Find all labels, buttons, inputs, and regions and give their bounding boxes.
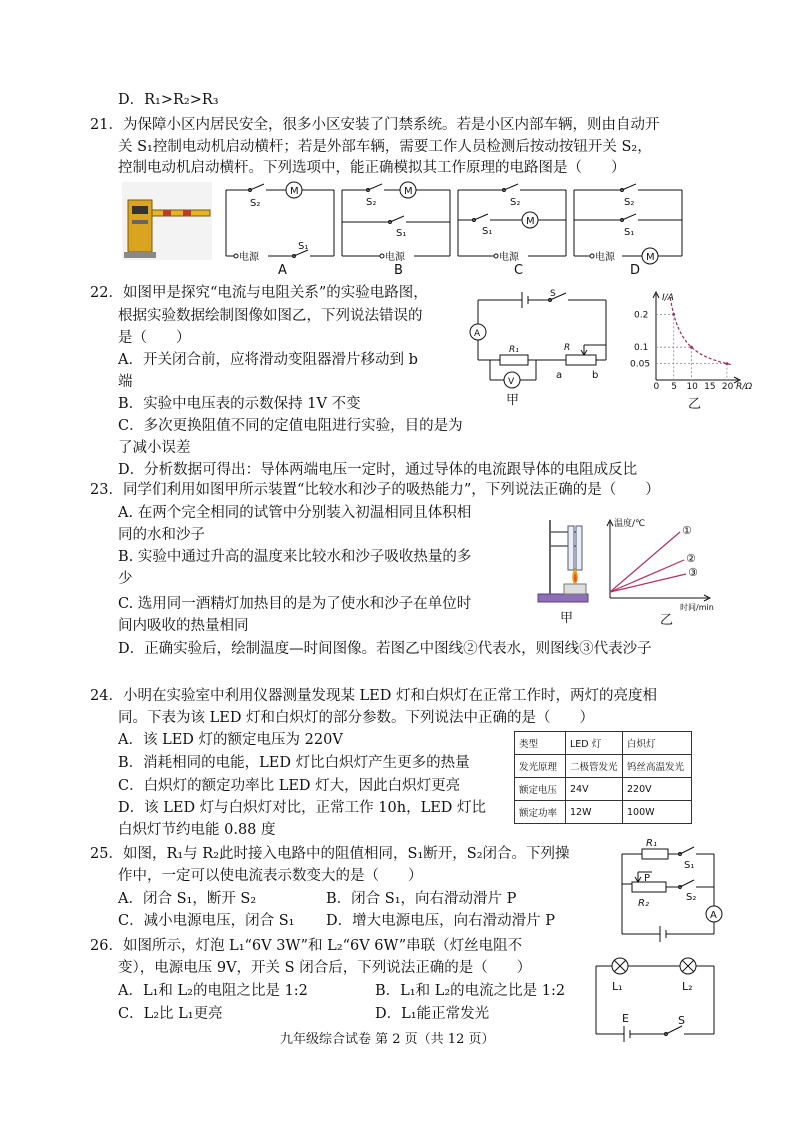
- q21-d-source-label: 电源: [595, 252, 615, 263]
- q21-c-motor-label: M: [526, 216, 535, 227]
- table-row: [515, 778, 692, 801]
- table-row: [515, 755, 692, 778]
- q23-caption-jia: 甲: [560, 611, 574, 626]
- q23-line-label: ②: [686, 552, 696, 565]
- q25-circuit-figure: [608, 834, 728, 944]
- page-footer: 九年级综合试卷 第 2 页（共 12 页）: [280, 1032, 495, 1047]
- q21-c-s2-label: S₂: [510, 197, 521, 208]
- q22-y-axis-label: I/A: [662, 293, 674, 303]
- q22-ytick-label: 0.1: [634, 343, 649, 354]
- table-cell: 额定电压: [515, 778, 566, 801]
- q25-option-a: A．闭合 S₁，断开 S₂: [118, 891, 257, 907]
- q21-b-s2-label: S₂: [366, 197, 377, 208]
- q22-r1-label: R₁: [509, 345, 519, 355]
- q22-xtick-label: 5: [671, 382, 677, 392]
- q23-line-1: [610, 532, 680, 592]
- q23-option-d: D．正确实验后，绘制温度—时间图像。若图乙中图线②代表水，则图线③代表沙子: [118, 641, 652, 657]
- q22-stem-line-2: 根据实验数据绘制图像如图乙，下列说法错误的: [118, 308, 423, 324]
- q21-b-motor-label: M: [404, 186, 413, 197]
- table-cell: 类型: [515, 732, 566, 755]
- q21-c-source-label: 电源: [499, 252, 519, 263]
- q23-option-c: C. 选用同一酒精灯加热目的是为了使水和沙子在单位时: [118, 596, 472, 612]
- q22-data-point: [726, 362, 729, 365]
- q21-stem-line-1: 21．为保障小区内居民安全，很多小区安装了门禁系统。若是小区内部车辆，则由自动开: [90, 117, 660, 133]
- q21-a-motor-label: M: [290, 186, 299, 197]
- heating-apparatus-image: [538, 520, 588, 602]
- q22-rheostat-label: R: [564, 343, 571, 353]
- q25-slider-label: P: [644, 873, 651, 884]
- q22-caption-yi: 乙: [688, 397, 702, 412]
- q22-point-b: b: [592, 370, 599, 381]
- table-cell: 100W: [623, 801, 692, 824]
- q23-stem-line-1: 23．同学们利用如图甲所示装置“比较水和沙子的吸热能力”，下列说法正确的是（ ）: [90, 482, 660, 498]
- q23-option-a-cont: 同的水和沙子: [118, 527, 205, 543]
- q23-y-axis-label: 温度/℃: [614, 519, 646, 529]
- q22-option-d: D．分析数据可得出：导体两端电压一定时，通过导体的电流跟导体的电阻成反比: [118, 462, 638, 478]
- q26-option-d: D．L₁能正常发光: [375, 1006, 490, 1022]
- table-cell: 二极管发光: [566, 755, 623, 778]
- q26-circuit-figure: [588, 950, 723, 1045]
- q26-stem-line-2: 变），电源电压 9V，开关 S 闭合后，下列说法正确的是（ ）: [118, 960, 532, 976]
- ammeter-icon: A: [710, 910, 717, 921]
- q22-option-c: C．多次更换阻值不同的定值电阻进行实验，目的是为: [118, 418, 463, 434]
- q21-circuit-b: [342, 182, 450, 258]
- q22-point-a: a: [556, 370, 563, 381]
- barrier-gate-image: [122, 182, 212, 260]
- q21-b-source-label: 电源: [385, 252, 405, 263]
- q26-option-b: B．L₁和 L₂的电流之比是 1:2: [375, 983, 566, 999]
- q22-xtick-label: 0: [653, 382, 660, 392]
- q25-s1-label: S₁: [684, 860, 695, 871]
- table-row: [515, 801, 692, 824]
- table-cell: 发光原理: [515, 755, 566, 778]
- q26-source-label: E: [622, 1012, 629, 1025]
- q22-switch-label: S: [550, 289, 556, 299]
- q24-option-b: B．消耗相同的电能，LED 灯比白炽灯产生更多的热量: [118, 755, 470, 771]
- q22-ytick-label: 0.2: [634, 310, 649, 321]
- table-cell: LED 灯: [566, 732, 623, 755]
- q25-stem-line-2: 作中，一定可以使电流表示数变大的是（ ）: [118, 868, 423, 884]
- q25-r2-label: R₂: [638, 898, 649, 909]
- q21-a-s2-label: S₂: [250, 198, 261, 209]
- q21-d-motor-label: M: [646, 252, 655, 263]
- table-cell: 24V: [566, 778, 623, 801]
- q22-current-resistance-chart: [630, 288, 760, 413]
- q26-l1-label: L₁: [612, 980, 623, 993]
- q22-ytick-label: 0.05: [630, 359, 651, 370]
- q22-option-a: A．开关闭合前，应将滑动变阻器滑片移动到 b: [118, 352, 418, 368]
- q21-circuit-d: [574, 184, 682, 264]
- q25-stem-line-1: 25．如图，R₁与 R₂此时接入电路中的阻值相同，S₁断开，S₂闭合。下列操: [90, 846, 570, 862]
- q23-x-axis-label: 时间/min: [680, 603, 714, 612]
- q21-label-a: A: [278, 263, 287, 278]
- q25-option-d: D．增大电源电压，向右滑动滑片 P: [326, 913, 555, 929]
- q23-line-label: ①: [682, 524, 692, 537]
- table-cell: 白炽灯: [623, 732, 692, 755]
- q23-option-b-cont: 少: [118, 571, 133, 587]
- q21-stem-line-3: 控制电动机启动横杆。下列选项中，能正确模拟其工作原理的电路图是（ ）: [118, 160, 626, 176]
- q22-option-a-cont: 端: [118, 374, 133, 390]
- q26-option-a: A．L₁和 L₂的电阻之比是 1:2: [118, 983, 308, 999]
- q24-stem-line-2: 同。下表为该 LED 灯和白炽灯的部分参数。下列说法中正确的是（ ）: [118, 710, 595, 726]
- q22-stem-line-1: 22．如图甲是探究“电流与电阻关系”的实验电路图，: [90, 285, 428, 301]
- q23-line-2: [610, 560, 684, 592]
- q24-option-c: C．白炽灯的额定功率比 LED 灯大，因此白炽灯更亮: [118, 778, 461, 794]
- q22-caption-jia: 甲: [506, 393, 520, 408]
- q26-option-c: C．L₂比 L₁更亮: [118, 1006, 223, 1022]
- table-cell: 额定功率: [515, 801, 566, 824]
- voltmeter-icon: V: [508, 377, 515, 387]
- table-row: [515, 732, 692, 755]
- table-cell: 220V: [623, 778, 692, 801]
- q21-a-s1-label: S₁: [298, 241, 309, 252]
- q25-s2-label: S₂: [686, 892, 697, 903]
- q22-option-b: B．实验中电压表的示数保持 1V 不变: [118, 396, 361, 412]
- q23-line-label: ③: [688, 566, 698, 579]
- q22-xtick-label: 15: [704, 382, 716, 392]
- q22-data-point: [672, 313, 675, 316]
- q24-parameter-table: [514, 731, 692, 824]
- q23-caption-yi: 乙: [660, 613, 674, 628]
- q24-option-d-cont: 白炽灯节约电能 0.88 度: [118, 822, 276, 838]
- q22-option-c-cont: 了减小误差: [118, 440, 191, 456]
- q20-option-d: D．R₁>R₂>R₃: [118, 92, 219, 108]
- q21-label-b: B: [394, 263, 403, 278]
- q22-x-axis-label: R/Ω: [736, 382, 753, 392]
- q22-circuit-figure: [466, 288, 616, 410]
- q22-xtick-label: 20: [721, 382, 734, 392]
- q26-stem-line-1: 26．如图所示，灯泡 L₁“6V 3W”和 L₂“6V 6W”串联（灯丝电阻不: [90, 938, 523, 954]
- q22-xtick-label: 10: [686, 382, 698, 392]
- q21-circuit-a: [226, 182, 334, 258]
- q24-option-d: D．该 LED 灯与白炽灯对比，正常工作 10h，LED 灯比: [118, 800, 487, 816]
- table-cell: 12W: [566, 801, 623, 824]
- q26-switch-label: S: [678, 1014, 685, 1027]
- q23-option-b: B. 实验中通过升高的温度来比较水和沙子吸收热量的多: [118, 549, 472, 565]
- q24-option-a: A．该 LED 灯的额定电压为 220V: [118, 732, 343, 748]
- q21-a-source-label: 电源: [239, 252, 259, 263]
- q23-option-c-cont: 间内吸收的热量相同: [118, 618, 249, 634]
- q21-figure: [118, 180, 688, 280]
- q25-r1-label: R₁: [646, 838, 657, 849]
- q25-option-b: B．闭合 S₁，向右滑动滑片 P: [326, 891, 517, 907]
- q25-option-c: C．减小电源电压，闭合 S₁: [118, 913, 295, 929]
- q21-label-c: C: [514, 263, 524, 278]
- q22-curve-series: [670, 298, 732, 365]
- q23-option-a: A. 在两个完全相同的试管中分别装入初温相同且体积相: [118, 505, 472, 521]
- q21-circuit-c: [458, 184, 566, 258]
- q26-l2-label: L₂: [682, 980, 693, 993]
- q21-b-s1-label: S₁: [396, 228, 407, 239]
- q21-stem-line-2: 关 S₁控制电动机启动横杆；若是外部车辆，需要工作人员检测后按动按钮开关 S₂，: [118, 139, 652, 155]
- q21-d-s1-label: S₁: [624, 227, 635, 238]
- ammeter-icon: A: [474, 329, 481, 339]
- q21-c-s1-label: S₁: [482, 226, 493, 237]
- q22-stem-line-3: 是（ ）: [118, 330, 191, 346]
- q24-stem-line-1: 24．小明在实验室中利用仪器测量发现某 LED 灯和白炽灯在正常工作时，两灯的亮度相: [90, 688, 658, 704]
- q22-data-point: [690, 346, 693, 349]
- table-cell: 钨丝高温发光: [623, 755, 692, 778]
- q23-figure: [530, 512, 730, 630]
- q21-label-d: D: [630, 263, 641, 278]
- q21-d-s2-label: S₂: [624, 197, 635, 208]
